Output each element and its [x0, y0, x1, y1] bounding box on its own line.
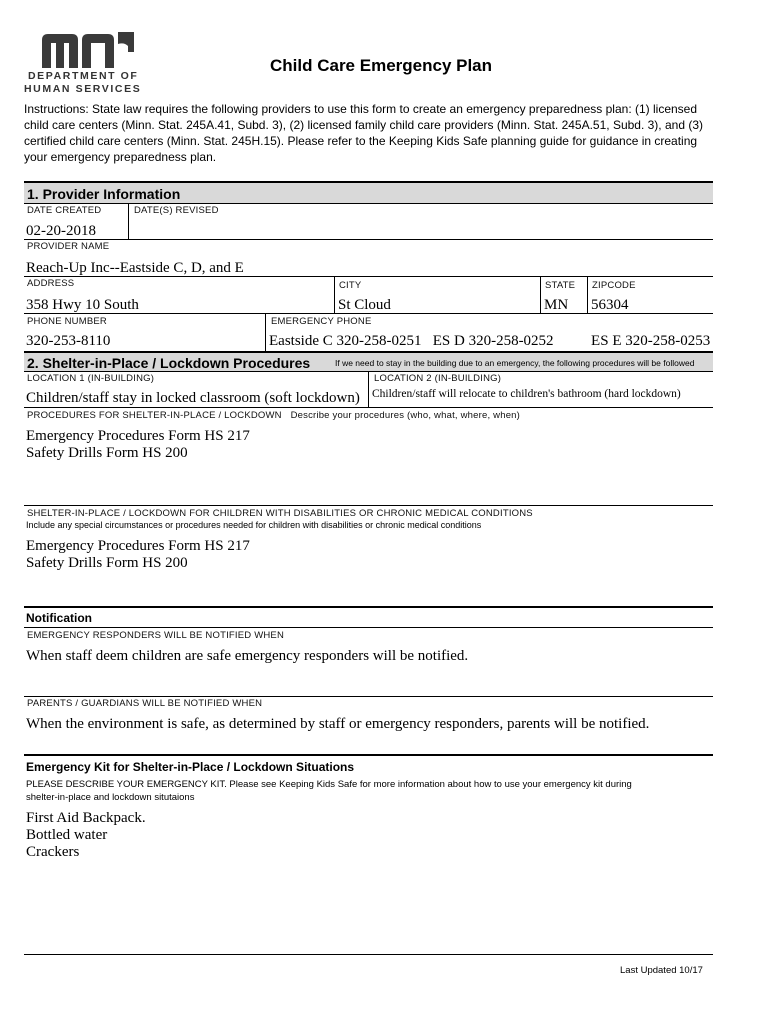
date-created-label: DATE CREATED	[27, 205, 102, 216]
location-1-value[interactable]: Children/staff stay in locked classroom (soft lockdown)	[26, 390, 360, 406]
section-shelter-note: If we need to stay in the building due to an emergency, the following procedures will be followed	[335, 358, 695, 368]
last-updated: Last Updated 10/17	[620, 965, 703, 976]
procedures-label-text: PROCEDURES FOR SHELTER-IN-PLACE / LOCKDOWN	[27, 410, 282, 421]
section-provider-title: 1. Provider Information	[27, 186, 181, 202]
date-created-value[interactable]: 02-20-2018	[26, 223, 96, 239]
kit-item-2: Bottled water	[26, 827, 108, 843]
kit-item-1: First Aid Backpack.	[26, 810, 146, 826]
notification-title: Notification	[26, 611, 92, 625]
emergency-phone-label: EMERGENCY PHONE	[271, 316, 372, 327]
dept-line-1: DEPARTMENT OF	[28, 70, 139, 82]
state-value[interactable]: MN	[544, 297, 569, 313]
phone-value[interactable]: 320-253-8110	[26, 333, 111, 349]
zip-value[interactable]: 56304	[591, 297, 629, 313]
provider-name-value[interactable]: Reach-Up Inc--Eastside C, D, and E	[26, 260, 244, 276]
dept-line-2: HUMAN SERVICES	[24, 83, 142, 95]
state-label: STATE	[545, 280, 576, 291]
procedures-value[interactable]	[26, 428, 250, 462]
parents-label: PARENTS / GUARDIANS WILL BE NOTIFIED WHEN	[27, 698, 263, 709]
location-2-label: LOCATION 2 (IN-BUILDING)	[374, 373, 502, 384]
kit-hint-line-2: shelter-in-place and lockdown situtaions	[26, 792, 195, 803]
disabilities-value[interactable]	[26, 538, 250, 572]
disabilities-line-2: Safety Drills Form HS 200	[26, 555, 188, 571]
dhs-logo	[24, 32, 144, 96]
city-value[interactable]: St Cloud	[338, 297, 391, 313]
provider-name-label: PROVIDER NAME	[27, 241, 110, 252]
responders-label: EMERGENCY RESPONDERS WILL BE NOTIFIED WHEN	[27, 630, 285, 641]
address-label: ADDRESS	[27, 278, 75, 289]
kit-hint-line-1: PLEASE DESCRIBE YOUR EMERGENCY KIT. Please see Keeping Kids Safe for more information about how to use your emergency kit during	[26, 779, 632, 790]
procedures-line-1: Emergency Procedures Form HS 217	[26, 428, 250, 444]
page-title: Child Care Emergency Plan	[270, 56, 493, 75]
disabilities-label: SHELTER-IN-PLACE / LOCKDOWN FOR CHILDREN WITH DISABILITIES OR CHRONIC MEDICAL CONDITIONS	[27, 508, 533, 519]
section-provider-header	[24, 181, 713, 204]
phone-label: PHONE NUMBER	[27, 316, 107, 327]
procedures-line-2: Safety Drills Form HS 200	[26, 445, 188, 461]
section-shelter-title: 2. Shelter-in-Place / Lockdown Procedures	[27, 355, 311, 371]
procedures-hint: Describe your procedures (who, what, where, when)	[290, 410, 521, 421]
location-1-label: LOCATION 1 (IN-BUILDING)	[27, 373, 155, 384]
disabilities-hint: Include any special circumstances or procedures needed for children with disabilities or chronic medical conditions	[26, 520, 482, 530]
address-value[interactable]: 358 Hwy 10 South	[26, 297, 139, 313]
kit-title: Emergency Kit for Shelter-in-Place / Lockdown Situations	[26, 760, 355, 774]
responders-value[interactable]: When staff deem children are safe emergency responders will be notified.	[26, 648, 469, 664]
city-label: CITY	[339, 280, 362, 291]
zip-label: ZIPCODE	[592, 280, 636, 291]
mn-logo-icon	[42, 32, 134, 68]
emergency-phone-value[interactable]: Eastside C 320-258-0251 ES D 320-258-0252 ES E 320-258-0253	[269, 333, 711, 349]
instructions-text: Instructions: State law requires the following providers to use this form to create an emergency preparedness plan: (1) licensed child care centers (Minn. Stat. 245A.41, Subd. 3), (2) licensed family child care providers (Minn. Stat. 245A.51, Subd. 3), and (3) certified child care centers (Minn. Stat. 245H.15). Please refer to the Keeping Kids Safe planning guide for guidance in creating your emergency preparedness plan.	[24, 102, 703, 164]
kit-item-3: Crackers	[26, 844, 80, 860]
disabilities-line-1: Emergency Procedures Form HS 217	[26, 538, 250, 554]
parents-value[interactable]: When the environment is safe, as determined by staff or emergency responders, parents will be notified.	[26, 716, 650, 732]
section-shelter-header	[24, 351, 713, 372]
dates-revised-label: DATE(S) REVISED	[134, 205, 219, 216]
kit-value[interactable]	[26, 810, 146, 861]
procedures-label	[27, 410, 520, 421]
location-2-value[interactable]: Children/staff will relocate to children's bathroom (hard lockdown)	[372, 388, 681, 400]
